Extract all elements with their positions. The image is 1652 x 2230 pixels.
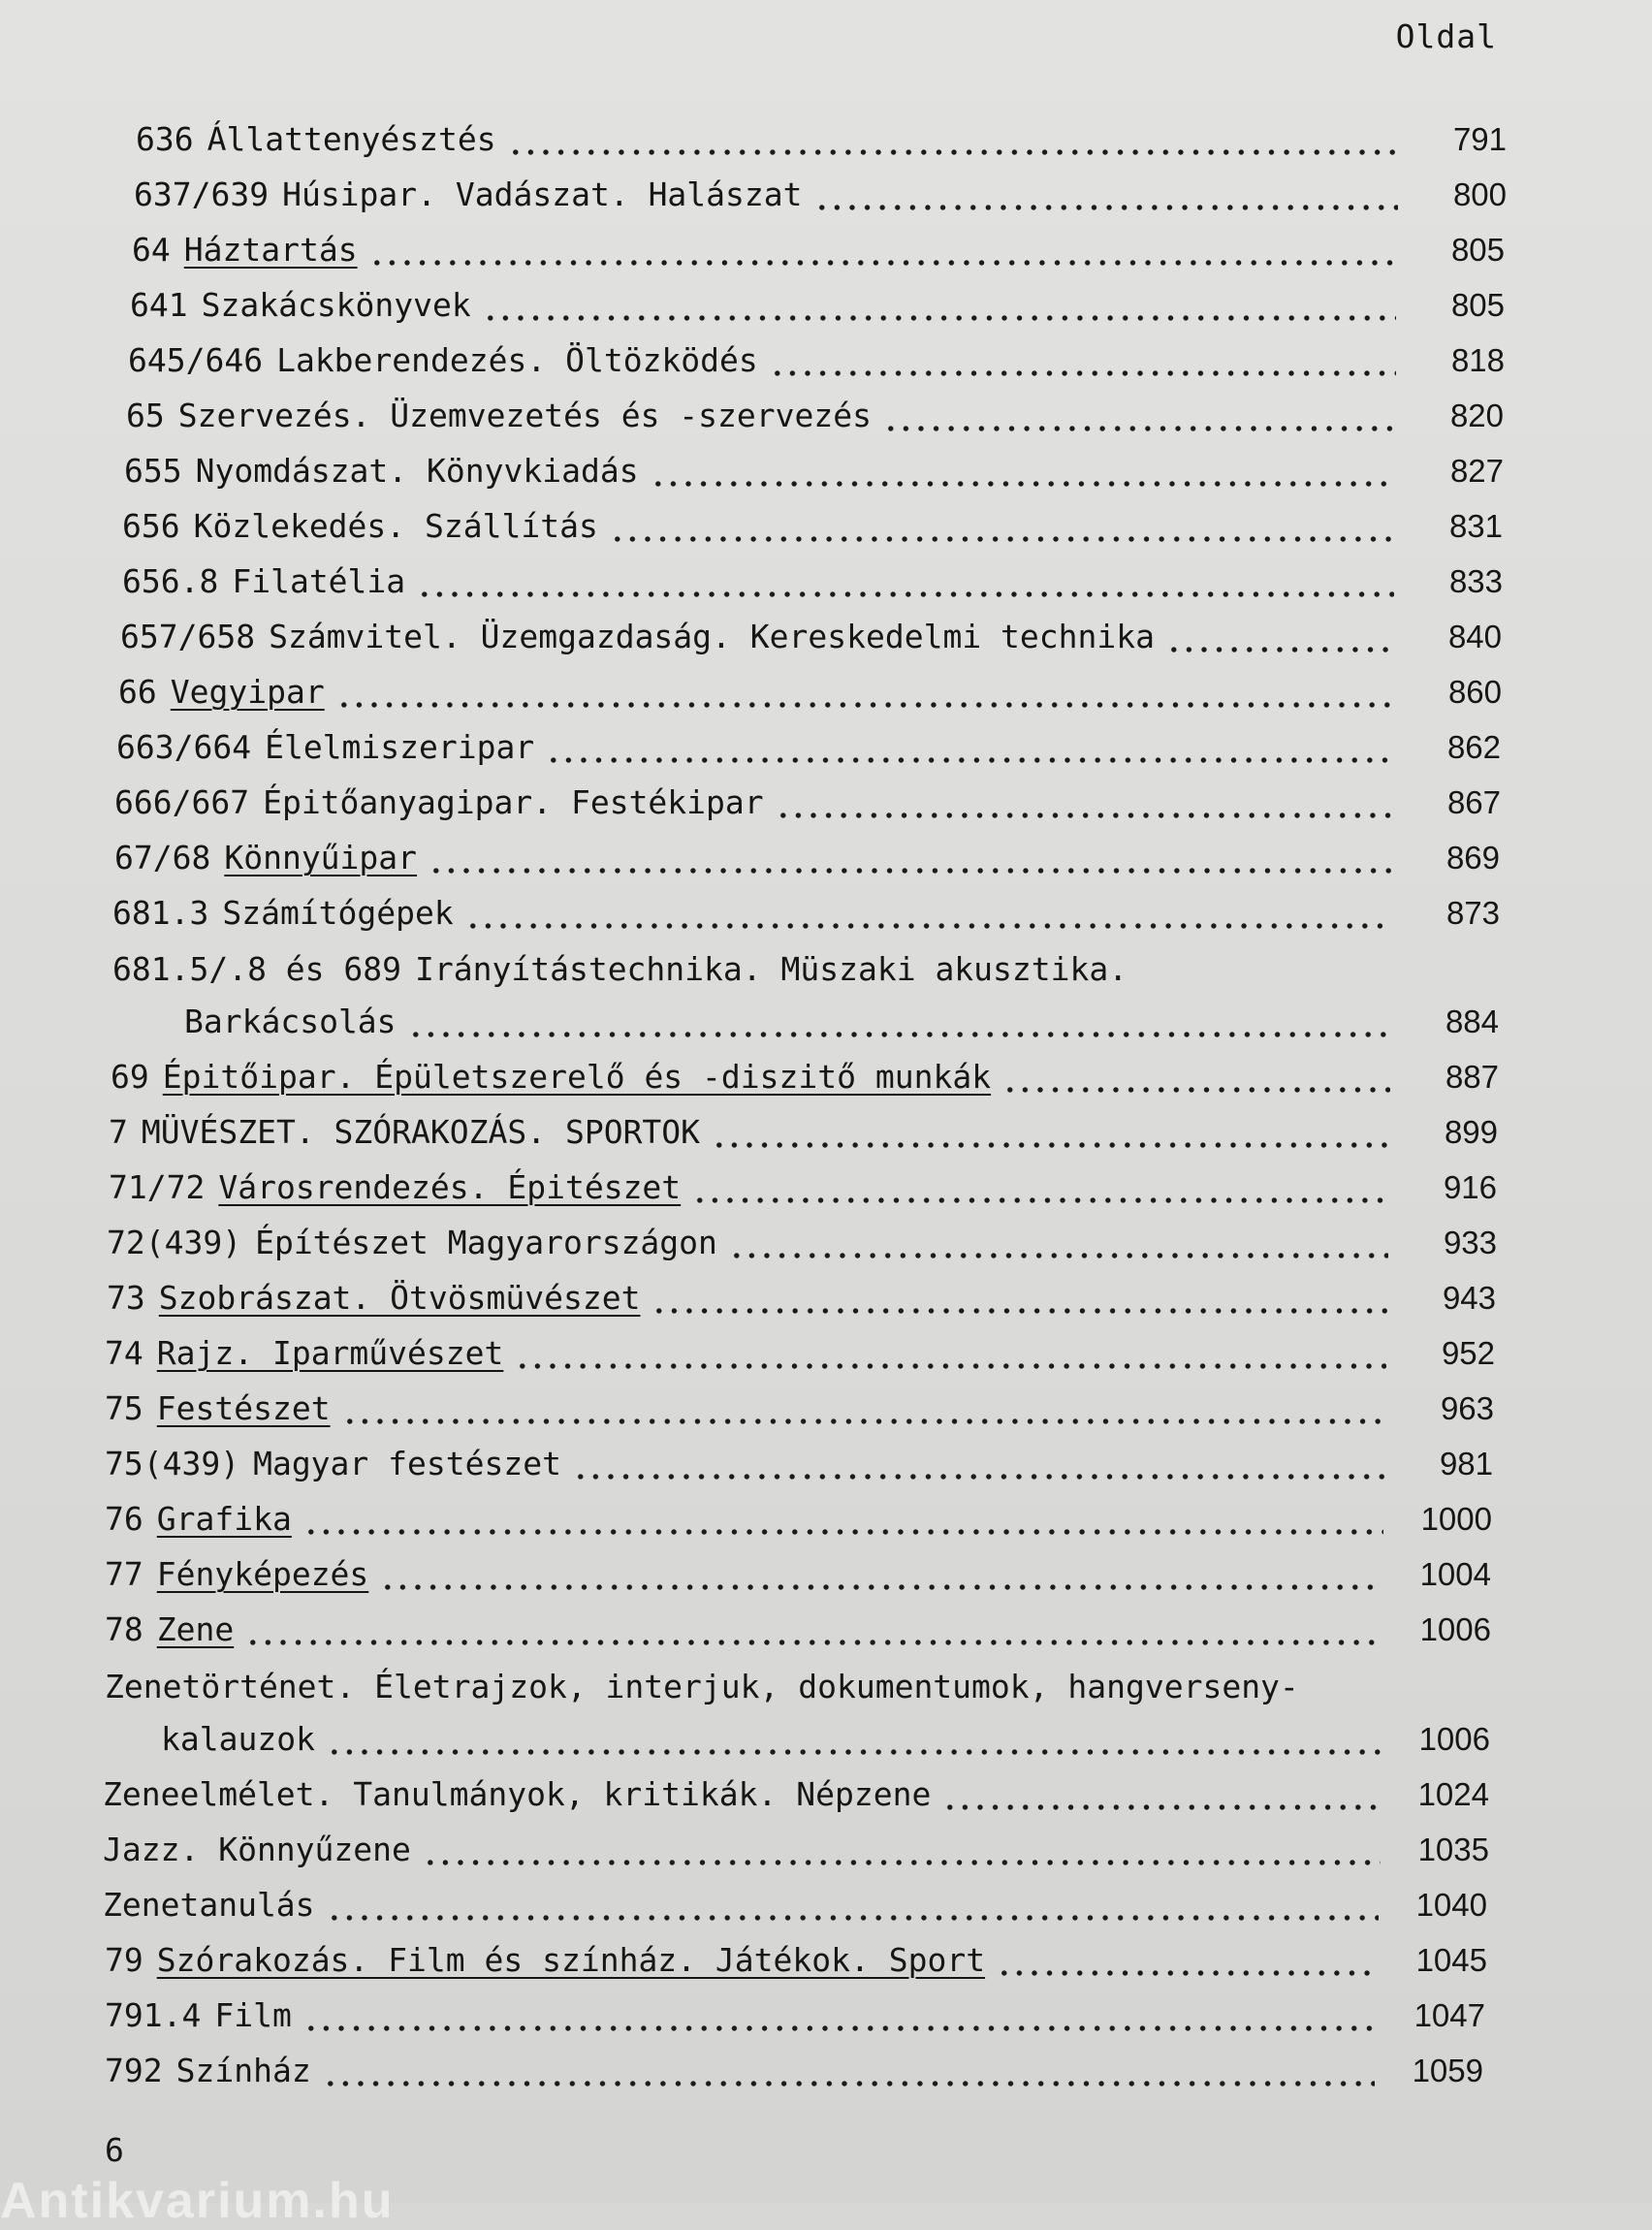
dot-leader [408,1003,1390,1041]
dot-leader [303,1500,1383,1539]
dot-leader [323,2052,1375,2090]
toc-entry [105,1386,1494,1428]
toc-entry-label [105,1555,380,1594]
toc-entry-page: 1059 [1412,2053,1483,2088]
toc-entry-page: 933 [1443,1225,1497,1260]
toc-entry-label [132,231,369,270]
toc-entry [116,724,1501,767]
toc-entry-code: 65 [126,397,165,434]
dot-leader [883,397,1395,435]
toc-entry-label [105,1445,573,1483]
dot-leader [1166,618,1393,656]
toc-entry-label [103,1831,423,1869]
toc-entry-title: Húsipar. Vadászat. Halászat [282,175,803,213]
toc-entry-label [130,286,483,325]
dot-leader [546,728,1392,767]
dot-leader [712,1113,1389,1152]
toc-entry-title: Fényképezés [156,1555,369,1593]
toc-entry-code: 69 [111,1058,149,1096]
toc-entry [128,337,1505,380]
dot-leader [515,1334,1386,1373]
dot-leader [776,783,1392,822]
toc-entry [109,1164,1497,1207]
toc-entry-label [109,1113,712,1152]
toc-entry-page: 827 [1449,453,1504,489]
toc-entry [103,1827,1489,1869]
page-column-header: Oldal [1395,17,1497,55]
toc-entry-page: 805 [1450,232,1505,268]
toc-entry-page: 1006 [1418,1721,1490,1757]
toc-entry-page: 869 [1446,840,1500,876]
toc-entry-title: MÜVÉSZET. SZÓRAKOZÁS. SPORTOK [141,1113,701,1151]
toc-entry-code: 645/646 [128,341,264,379]
toc-entry-page: 981 [1439,1446,1493,1481]
toc-entry [105,1607,1491,1649]
toc-entry-page: 867 [1446,784,1501,820]
toc-entry-page: 862 [1446,729,1501,765]
toc-entry-page: 899 [1444,1114,1498,1150]
toc-entry-title: Színház [175,2052,311,2089]
toc-entry [105,1496,1492,1539]
toc-entry [107,1220,1497,1262]
toc-entry-page: 791 [1452,121,1507,157]
toc-entry-label [109,1168,692,1207]
toc-entry [105,2048,1483,2090]
toc-entry-label [134,175,814,214]
toc-entry-label [107,1224,729,1262]
toc-entry-title: Zeneelmélet. Tanulmányok, kritikák. Népzene [103,1775,932,1813]
dot-leader [245,1610,1382,1649]
toc-entry [105,1937,1487,1980]
toc-entry-code: 663/664 [116,728,252,766]
dot-leader [651,1279,1387,1318]
dot-leader [692,1168,1388,1207]
toc-entry-page: 820 [1449,398,1504,433]
toc-entry [118,669,1502,712]
toc-entry-label [111,1058,1002,1097]
toc-entry-page: 884 [1445,1004,1499,1039]
dot-leader [573,1445,1384,1483]
dot-leader [1311,1668,1382,1706]
toc-entry-page: 1024 [1417,1776,1489,1812]
toc-entry [122,558,1503,601]
toc-entry-title: Épitőipar. Épületszerelő és -diszitő munkák [162,1058,992,1096]
toc-entry-label [105,1334,515,1373]
toc-entry-label [105,1500,303,1539]
toc-entry-title: Háztartás [183,231,358,269]
toc-entry-code: 75 [105,1389,143,1427]
toc-entry-code: 66 [118,673,157,711]
toc-entry-page: 916 [1443,1169,1497,1205]
toc-entry-label [126,397,883,435]
dot-leader [336,673,1393,712]
toc-entry-title: Film [214,1996,292,2034]
toc-entry [112,946,1500,989]
toc-entry-code: 72(439) [107,1224,242,1261]
toc-entry-code: 666/667 [114,783,250,821]
toc-entry [103,1771,1489,1814]
toc-entry-page: 887 [1445,1059,1499,1095]
toc-entry [184,999,1499,1041]
toc-entry-page: 952 [1441,1335,1495,1371]
toc-entry-title: Könnyűipar [224,839,418,876]
toc-entry [161,1716,1490,1759]
dot-leader [997,1941,1379,1980]
toc-entry-title: Grafika [156,1500,292,1538]
dot-leader [327,1720,1382,1759]
dot-leader [423,1831,1381,1869]
toc-entry-code: 75(439) [105,1445,240,1482]
toc-entry-page: 873 [1446,895,1500,931]
toc-entry-title: Állattenyésztés [206,120,496,158]
toc-entry-title: Szervezés. Üzemvezetés és -szervezés [177,397,872,434]
toc-entry-title: Építészet Magyarországon [255,1224,717,1261]
toc-entry-code: 655 [124,452,182,490]
dot-leader [380,1555,1382,1594]
toc-entry [126,393,1504,435]
toc-entry-code: 74 [105,1334,143,1372]
toc-entry-label [136,120,508,159]
table-of-contents [0,116,1652,2133]
toc-entry-page: 1000 [1420,1501,1492,1537]
toc-entry [132,227,1505,270]
toc-entry-label [105,1668,1311,1706]
toc-entry-code: 637/639 [134,175,270,213]
page-number: 6 [105,2131,124,2169]
toc-entry-label [128,341,770,380]
toc-entry-title: kalauzok [161,1720,315,1758]
toc-entry [109,1109,1498,1152]
toc-entry-label [114,839,429,877]
dot-leader [369,231,1396,270]
dot-leader [1139,950,1391,989]
toc-entry [105,1330,1495,1373]
dot-leader [770,341,1396,380]
dot-leader [327,1886,1379,1925]
toc-entry-label [105,1996,303,2035]
toc-entry-label [112,894,465,933]
toc-entry-code: 656.8 [122,562,219,600]
toc-entry-page: 1006 [1419,1611,1491,1647]
toc-entry-title: Filatélia [232,562,406,600]
toc-entry-page: 831 [1448,508,1503,544]
toc-entry-code: 79 [105,1941,143,1979]
toc-entry-label [122,562,417,601]
dot-leader [729,1224,1388,1262]
toc-entry-label [103,1775,942,1814]
toc-entry-title: Szobrászat. Ötvösmüvészet [158,1279,641,1317]
toc-entry-page: 818 [1450,342,1505,378]
toc-entry-page: 840 [1447,619,1502,654]
toc-entry [105,1551,1491,1594]
toc-entry [120,614,1502,656]
toc-entry-label [118,673,336,712]
toc-entry-label [116,728,546,767]
toc-entry-page: 800 [1452,176,1507,212]
dot-leader [429,839,1391,877]
toc-entry-title: Jazz. Könnyűzene [103,1831,411,1868]
toc-entry-title: Zene [156,1610,235,1648]
toc-entry-code: 636 [136,120,194,158]
dot-leader [483,286,1396,325]
dot-leader [1002,1058,1390,1097]
toc-entry-title: Irányítástechnika. Müszaki akusztika. [415,950,1128,988]
toc-entry-code: 73 [107,1279,145,1317]
toc-entry-label [122,507,610,546]
toc-entry-title: Barkácsolás [184,1003,397,1040]
toc-entry-label [103,1886,327,1925]
toc-entry-title: Számvitel. Üzemgazdaság. Kereskedelmi technika [269,618,1155,655]
dot-leader [342,1389,1385,1428]
toc-entry-title: Festészet [156,1389,331,1427]
dot-leader [942,1775,1381,1814]
toc-entry-title: Közlekedés. Szállítás [193,507,598,545]
toc-entry-title: Szórakozás. Film és színház. Játékok. Sport [156,1941,986,1979]
toc-entry-code: 78 [105,1610,143,1648]
toc-entry-title: Városrendezés. Épitészet [218,1168,682,1206]
toc-entry-label [107,1279,651,1318]
toc-entry-title: Magyar festészet [253,1445,561,1482]
dot-leader [651,452,1395,491]
dot-leader [610,507,1394,546]
toc-entry-page: 1047 [1414,1997,1485,2033]
toc-entry-code: 681.5/.8 és 689 [112,950,402,988]
toc-entry [105,1992,1485,2035]
toc-entry-code: 71/72 [109,1168,206,1206]
toc-entry-page: 860 [1447,674,1502,710]
toc-entry [136,116,1507,159]
toc-entry-label [105,1389,342,1428]
toc-entry-page: 833 [1448,563,1503,599]
toc-entry-code: 76 [105,1500,143,1538]
toc-entry-page: 1040 [1415,1887,1487,1923]
toc-entry-label [120,618,1166,656]
toc-entry-title: Lakberendezés. Öltözködés [276,341,758,379]
toc-entry-code: 64 [132,231,171,269]
toc-entry [124,448,1504,491]
toc-entry-page: 943 [1442,1280,1496,1316]
toc-entry-page: 1045 [1415,1942,1487,1978]
toc-entry [105,1441,1493,1483]
toc-entry-page: 805 [1450,287,1505,323]
toc-entry-title: Zenetanulás [103,1886,315,1924]
toc-entry [105,1664,1491,1706]
toc-entry [111,1054,1499,1097]
toc-entry-title: Nyomdászat. Könyvkiadás [195,452,639,490]
toc-entry-code: 657/658 [120,618,256,655]
toc-entry-label [124,452,651,491]
toc-entry-label [105,1941,997,1980]
toc-entry [122,503,1503,546]
toc-entry-code: 681.3 [112,894,209,932]
dot-leader [465,894,1391,933]
toc-entry-page: 1035 [1417,1832,1489,1867]
toc-entry-code: 7 [109,1113,128,1151]
toc-entry-title: Számítógépek [222,894,454,932]
toc-entry-code: 791.4 [105,1996,202,2034]
toc-entry [103,1882,1487,1925]
toc-entry [114,835,1500,877]
toc-entry-code: 67/68 [114,839,211,876]
toc-entry-code: 792 [105,2052,163,2089]
toc-entry-label [184,1003,408,1041]
toc-entry-label [105,2052,323,2090]
toc-entry [130,282,1505,325]
toc-entry-page: 1004 [1419,1556,1491,1592]
toc-entry-title: Vegyipar [170,673,325,711]
dot-leader [814,175,1398,214]
toc-entry-label [161,1720,327,1759]
toc-entry-code: 656 [122,507,180,545]
toc-entry-title: Szakácskönyvek [201,286,471,324]
dot-leader [508,120,1398,159]
toc-entry-label [114,783,776,822]
dot-leader [303,1996,1377,2035]
toc-entry-label [105,1610,245,1649]
toc-entry-title: Élelmiszeripar [265,728,535,766]
toc-entry [112,890,1500,933]
toc-entry-page: 963 [1440,1390,1494,1426]
toc-entry-title: Épitőanyagipar. Festékipar [263,783,764,821]
watermark: Antikvarium.hu [0,2173,395,2229]
toc-entry-title: Zenetörténet. Életrajzok, interjuk, dokumentumok, hangverseny- [105,1668,1299,1705]
toc-entry-label [112,950,1139,989]
dot-leader [417,562,1394,601]
toc-entry [107,1275,1496,1318]
toc-entry-title: Rajz. Iparművészet [156,1334,504,1372]
toc-entry-code: 77 [105,1555,143,1593]
toc-entry-code: 641 [130,286,188,324]
toc-entry [134,172,1507,214]
toc-entry [114,780,1501,822]
